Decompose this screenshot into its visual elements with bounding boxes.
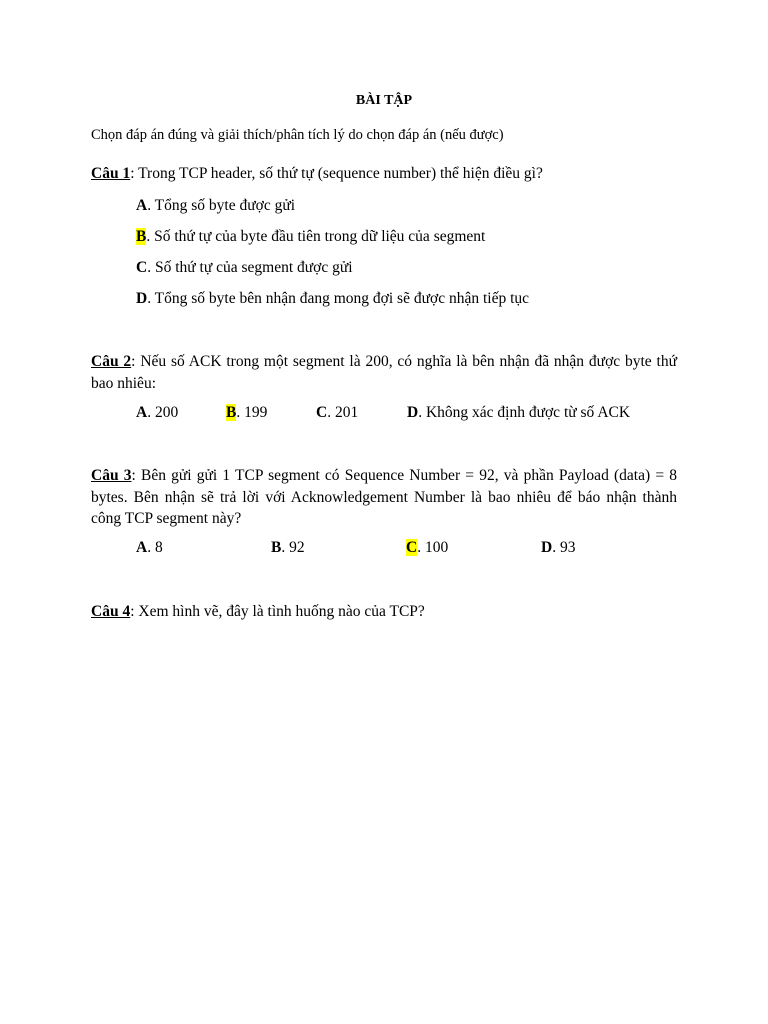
question-3-label: Câu 3 bbox=[91, 467, 132, 484]
q1-option-d bbox=[136, 290, 529, 308]
q3-option-d-text: . 93 bbox=[552, 539, 576, 556]
q2-option-d-text: . Không xác định được từ số ACK bbox=[418, 404, 631, 421]
q1-option-d-letter: D bbox=[136, 290, 148, 307]
question-4-text: : Xem hình vẽ, đây là tình huống nào của TCP? bbox=[130, 603, 425, 620]
q3-option-b-letter: B bbox=[271, 539, 282, 556]
q3-option-c-letter: C bbox=[406, 539, 418, 556]
q3-option-b bbox=[271, 539, 305, 557]
q2-option-b-letter: B bbox=[226, 404, 237, 421]
q1-option-c bbox=[136, 259, 353, 277]
q1-option-a-text: . Tổng số byte được gửi bbox=[147, 197, 296, 214]
q3-option-d bbox=[541, 539, 575, 557]
q2-option-d-letter: D bbox=[407, 404, 419, 421]
q3-option-a-letter: A bbox=[136, 539, 148, 556]
q2-option-a-letter: A bbox=[136, 404, 148, 421]
q1-option-d-text: . Tổng số byte bên nhận đang mong đợi sẽ được nhận tiếp tục bbox=[147, 290, 530, 307]
question-1-label: Câu 1 bbox=[91, 165, 131, 182]
q3-option-d-letter: D bbox=[541, 539, 553, 556]
question-2 bbox=[91, 351, 677, 394]
q1-option-c-letter: C bbox=[136, 259, 148, 276]
q2-option-a bbox=[136, 404, 178, 422]
question-1 bbox=[91, 165, 543, 183]
q1-option-c-text: . Số thứ tự của segment được gửi bbox=[147, 259, 353, 276]
q2-option-c-text: . 201 bbox=[327, 404, 359, 421]
question-2-label: Câu 2 bbox=[91, 353, 132, 370]
q2-option-b-text: . 199 bbox=[236, 404, 268, 421]
q3-option-b-text: . 92 bbox=[281, 539, 305, 556]
q1-option-a bbox=[136, 197, 295, 215]
q3-option-c-text: . 100 bbox=[417, 539, 449, 556]
q2-option-c-letter: C bbox=[316, 404, 328, 421]
q3-option-a-text: . 8 bbox=[147, 539, 163, 556]
question-4-label: Câu 4 bbox=[91, 603, 131, 620]
q2-option-c bbox=[316, 404, 358, 422]
q2-option-d bbox=[407, 404, 630, 422]
q1-option-b-letter: B bbox=[136, 228, 147, 245]
q3-option-c bbox=[406, 539, 448, 557]
q3-option-a bbox=[136, 539, 163, 557]
question-4 bbox=[91, 603, 425, 621]
instruction-text: Chọn đáp án đúng và giải thích/phân tích lý do chọn đáp án (nếu được) bbox=[91, 127, 504, 143]
q2-option-b bbox=[226, 404, 267, 422]
q1-option-a-letter: A bbox=[136, 197, 148, 214]
q1-option-b-text: . Số thứ tự của byte đầu tiên trong dữ liệu của segment bbox=[146, 228, 486, 245]
question-3 bbox=[91, 465, 677, 530]
q2-option-a-text: . 200 bbox=[147, 404, 179, 421]
question-2-text: : Nếu số ACK trong một segment là 200, có nghĩa là bên nhận đã nhận được byte thứ bao nhiêu: bbox=[91, 353, 677, 392]
question-3-text: : Bên gửi gửi 1 TCP segment có Sequence Number = 92, và phần Payload (data) = 8 bytes. Bên nhận sẽ trả lời với Acknowledgement Number là bao nhiêu để báo nhận thành công TCP segment này? bbox=[91, 467, 677, 527]
q1-option-b bbox=[136, 228, 485, 246]
question-1-text: : Trong TCP header, số thứ tự (sequence number) thể hiện điều gì? bbox=[130, 165, 543, 182]
page-title: BÀI TẬP bbox=[355, 93, 413, 108]
